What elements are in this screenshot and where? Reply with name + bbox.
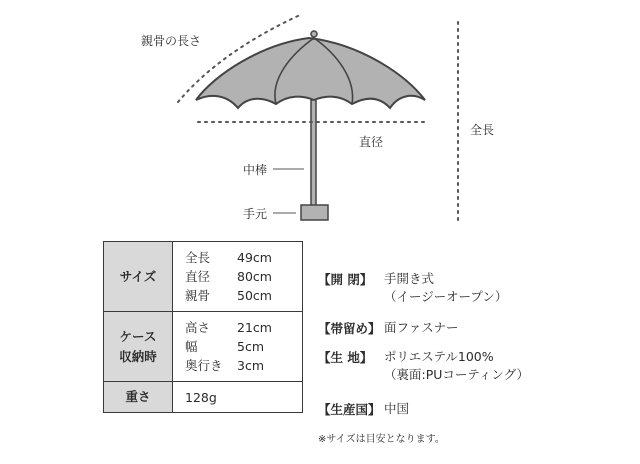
opening-tag: 【開 閉】 <box>318 272 373 287</box>
case-width-key: 幅 <box>185 339 198 354</box>
material-line-1: ポリエステル100% <box>384 349 494 364</box>
case-depth-key: 奥行き <box>185 358 223 373</box>
diameter-label: 直径 <box>359 135 384 149</box>
table-row <box>104 382 303 413</box>
total-length-label: 全長 <box>470 123 495 137</box>
opening-info <box>318 270 507 306</box>
material-tag: 【生 地】 <box>318 350 373 365</box>
case-header-line-1: ケース <box>119 328 157 344</box>
opening-line-2: （イージーオープン） <box>384 289 508 304</box>
opening-line-1: 手開き式 <box>384 271 435 286</box>
shaft <box>311 100 316 206</box>
origin-value: 中国 <box>384 401 410 416</box>
handle-label: 手元 <box>243 207 268 221</box>
canopy-tip <box>311 31 317 37</box>
material-line-2: （裏面:PUコーティング） <box>384 367 530 382</box>
spec-table <box>103 241 303 413</box>
strap-info <box>318 319 459 337</box>
case-height-value: 21cm <box>237 320 272 335</box>
material-info <box>318 348 529 384</box>
case-header <box>104 312 173 382</box>
size-rib-value: 50cm <box>237 288 272 303</box>
handle <box>301 205 328 220</box>
size-diameter-value: 80cm <box>237 269 272 284</box>
origin-tag: 【生産国】 <box>318 402 381 417</box>
weight-header: 重さ <box>104 382 173 413</box>
size-total-key: 全長 <box>185 250 211 265</box>
weight-value: 128g <box>173 382 303 413</box>
size-values <box>173 242 303 312</box>
size-diameter-key: 直径 <box>185 269 211 284</box>
size-note: ※サイズは目安となります。 <box>318 434 445 445</box>
case-height-key: 高さ <box>185 320 211 335</box>
case-header-line-2: 収納時 <box>119 348 157 364</box>
size-rib-key: 親骨 <box>185 288 211 303</box>
size-total-value: 49cm <box>237 250 272 265</box>
canopy <box>196 38 425 108</box>
case-depth-value: 3cm <box>237 358 265 373</box>
strap-value: 面ファスナー <box>384 320 459 335</box>
table-row <box>104 312 303 382</box>
shaft-label: 中棒 <box>243 163 268 177</box>
origin-info <box>318 400 409 418</box>
size-header: サイズ <box>104 242 173 312</box>
strap-tag: 【帯留め】 <box>318 321 381 336</box>
case-values <box>173 312 303 382</box>
table-row <box>104 242 303 312</box>
rib-length-label: 親骨の長さ <box>141 34 202 48</box>
case-width-value: 5cm <box>237 339 265 354</box>
